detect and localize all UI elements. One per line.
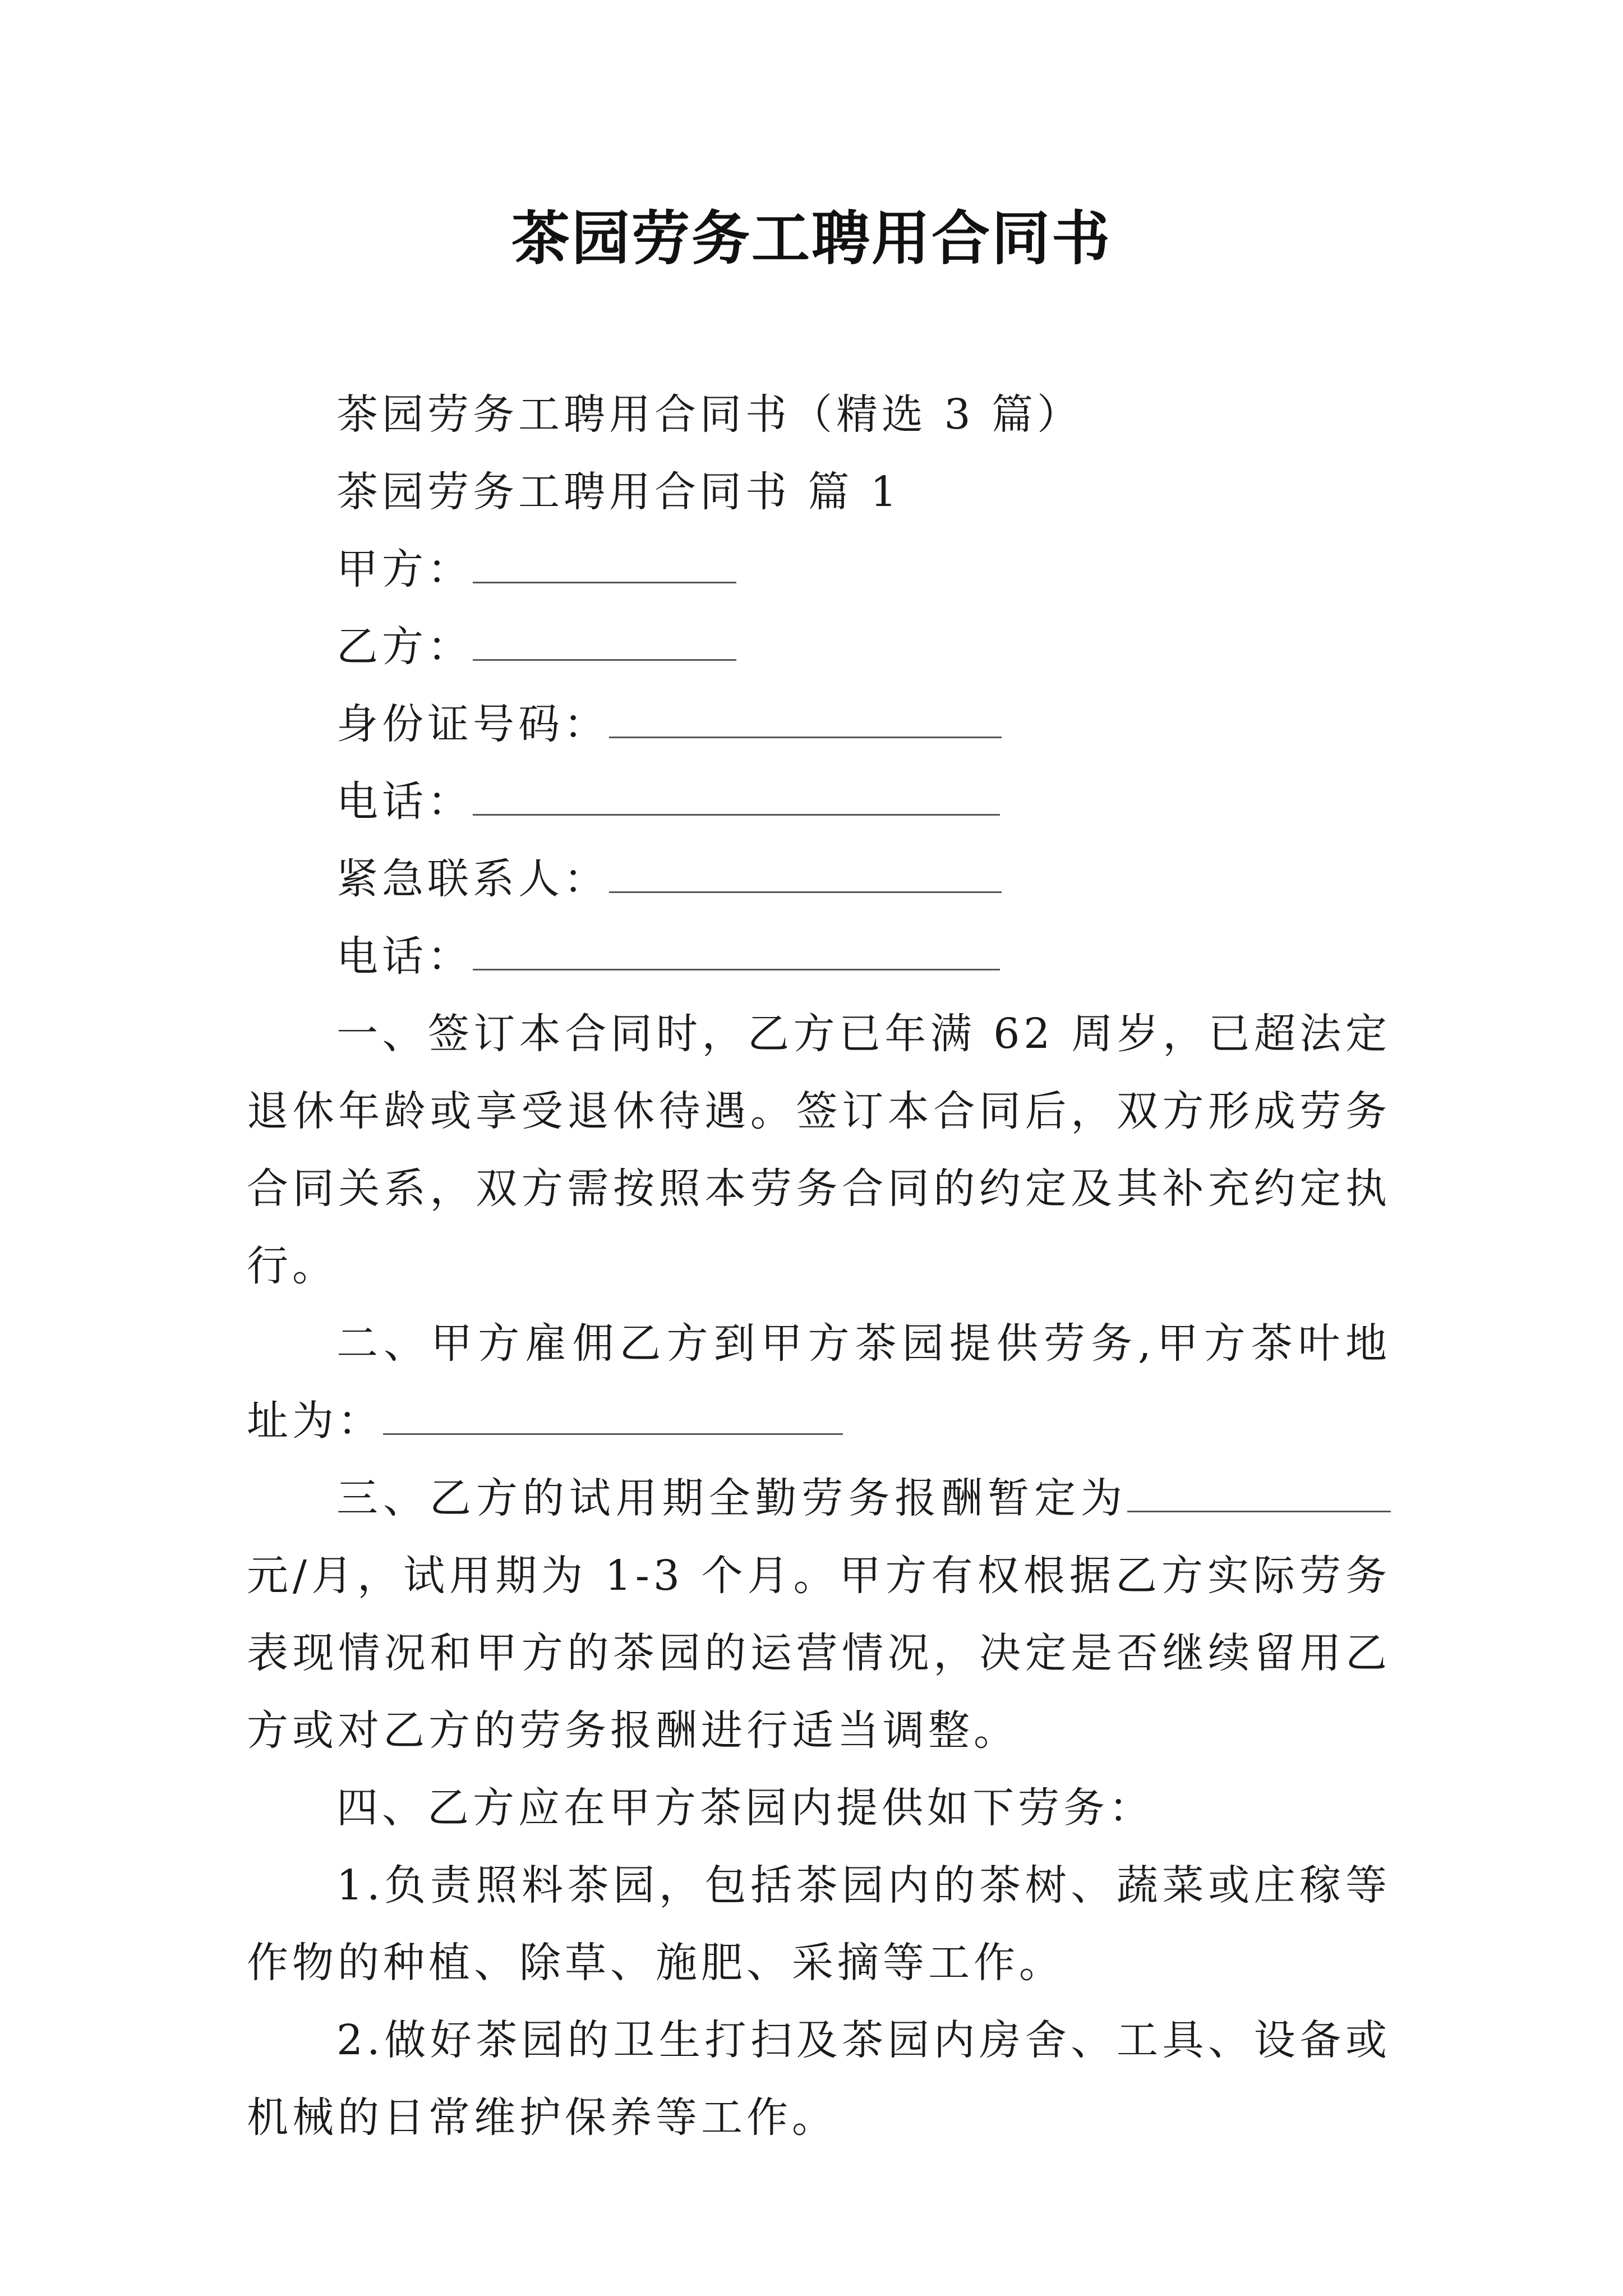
party-a-blank[interactable] — [473, 544, 736, 583]
subtitle-line — [247, 376, 1391, 453]
document-body — [247, 376, 1391, 2156]
clause-3-post: 元/月，试用期为 1-3 个月。甲方有权根据乙方实际劳务表现情况和甲方的茶园的运营情况，决定是否继续留用乙方或对乙方的劳务报酬进行适当调整。 — [247, 1552, 1391, 1755]
clause-2 — [247, 1305, 1391, 1460]
emergency-contact-line — [247, 840, 1391, 918]
id-number-label: 身份证号码： — [336, 700, 609, 748]
id-number-blank[interactable] — [609, 699, 1002, 738]
id-number-line — [247, 685, 1391, 763]
emergency-phone-blank[interactable] — [473, 931, 1000, 970]
party-b-blank[interactable] — [473, 622, 736, 661]
tea-address-blank[interactable] — [383, 1396, 843, 1435]
part-heading-line — [247, 453, 1391, 531]
party-b-label: 乙方： — [336, 623, 473, 671]
clause-3 — [247, 1460, 1391, 1769]
trial-pay-blank[interactable] — [1127, 1473, 1391, 1512]
party-a-label: 甲方： — [336, 545, 473, 593]
clause-3-pre: 三、乙方的试用期全勤劳务报酬暂定为 — [336, 1474, 1127, 1522]
phone-blank[interactable] — [473, 776, 1000, 816]
part-heading-text: 茶园劳务工聘用合同书 篇 1 — [336, 468, 901, 516]
document-title: 茶园劳务工聘用合同书 — [511, 204, 1112, 273]
party-b-line — [247, 608, 1391, 685]
emergency-contact-label: 紧急联系人： — [336, 855, 609, 903]
list-item: 2.做好茶园的卫生打扫及茶园内房舍、工具、设备或机械的日常维护保养等工作。 — [247, 2016, 1391, 2142]
phone-line — [247, 763, 1391, 840]
phone-label: 电话： — [336, 777, 473, 826]
party-a-line — [247, 531, 1391, 608]
clause-4: 四、乙方应在甲方茶园内提供如下劳务： — [336, 1784, 1154, 1832]
emergency-phone-line — [247, 918, 1391, 995]
emergency-contact-blank[interactable] — [609, 854, 1002, 893]
subtitle-text: 茶园劳务工聘用合同书（精选 3 篇） — [336, 390, 1083, 439]
clause-2-text: 二、甲方雇佣乙方到甲方茶园提供劳务,甲方茶叶地址为： — [247, 1319, 1391, 1445]
emergency-phone-label: 电话： — [336, 932, 473, 981]
clause-1: 一、签订本合同时，乙方已年满 62 周岁，已超法定退休年龄或享受退休待遇。签订本合同后，双方形成劳务合同关系，双方需按照本劳务合同的约定及其补充约定执行。 — [247, 1010, 1391, 1290]
list-item: 1.负责照料茶园，包括茶园内的茶树、蔬菜或庄稼等作物的种植、除草、施肥、采摘等工作。 — [247, 1861, 1391, 1987]
